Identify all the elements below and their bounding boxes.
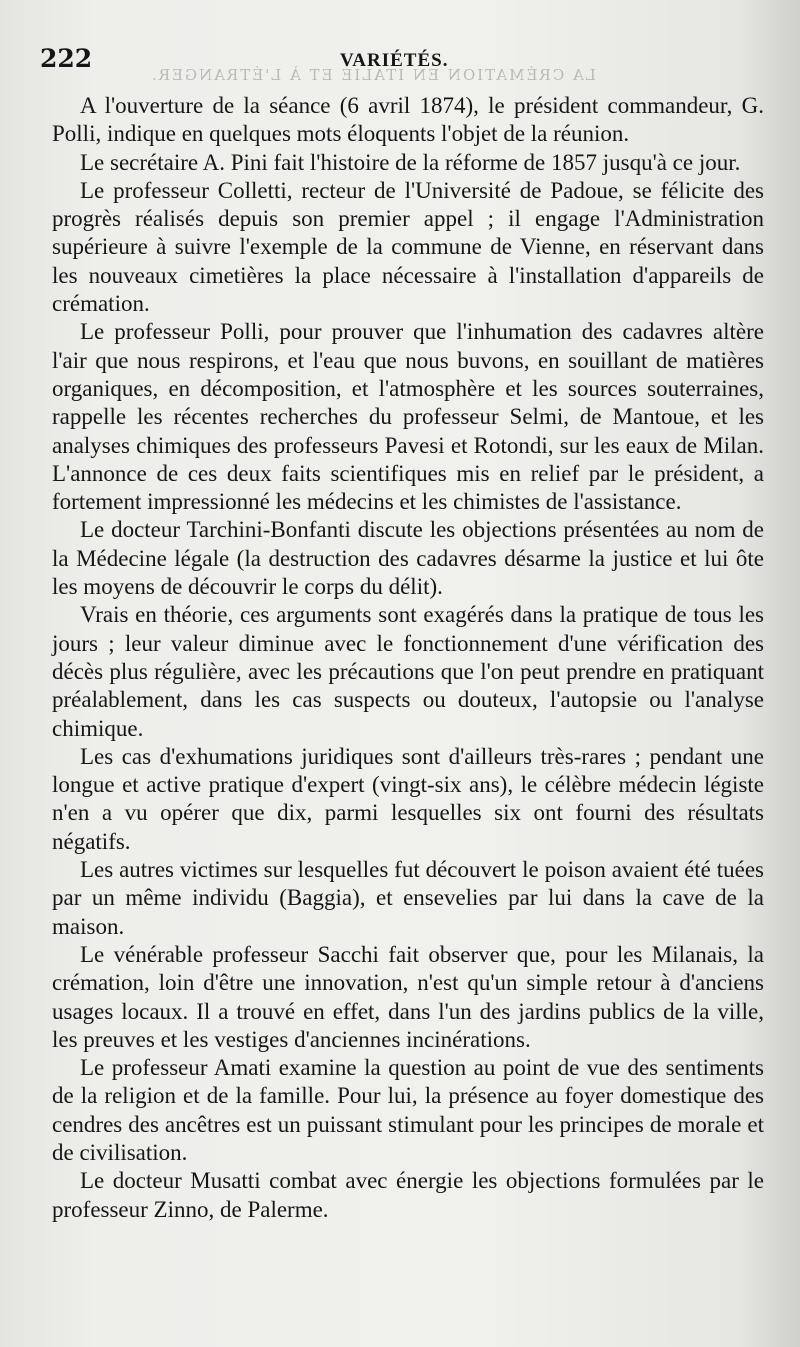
body-text (52, 92, 764, 1224)
paragraph: Le secrétaire A. Pini fait l'histoire de la réforme de 1857 jusqu'à ce jour. (80, 149, 741, 175)
paragraph: A l'ouverture de la séance (6 avril 1874), le président commandeur, G. Polli, indique en quelques mots éloquents l'objet de la réunion. (52, 93, 764, 147)
paragraph: Le professeur Polli, pour prouver que l'inhumation des cadavres altère l'air que nous respirons, et l'eau que nous buvons, en souillant de matières organiques, en décomposition, et l'atmosphère et les sources souterraines, rappelle les récentes recherches du professeur Selmi, de Mantoue, et les analyses chimiques des professeurs Pavesi et Rotondi, sur les eaux de Milan. L'annonce de ces deux faits scientifiques mis en relief par le président, a fortement impressionné les médecins et les chimistes de l'assistance. (52, 319, 764, 515)
paragraph: Le docteur Tarchini-Bonfanti discute les objections présentées au nom de la Médecine légale (la destruction des cadavres désarme la justice et lui ôte les moyens de découvrir le corps du délit). (52, 517, 764, 600)
page-header (40, 44, 760, 78)
paragraph: Le docteur Musatti combat avec énergie les objections formulées par le professeur Zinno, de Palerme. (52, 1168, 764, 1222)
paragraph: Le vénérable professeur Sacchi fait observer que, pour les Milanais, la crémation, loin d'être une innovation, n'est qu'un simple retour à d'anciens usages locaux. Il a trouvé en effet, dans l'un des jardins publics de la ville, les preuves et les vestiges d'anciennes incinérations. (52, 941, 764, 1052)
paragraph: Les cas d'exhumations juridiques sont d'ailleurs très-rares ; pendant une longue et active pratique d'expert (vingt-six ans), le célèbre médecin légiste n'en a vu opérer que dix, parmi lesquelles six ont fourni des résultats négatifs. (52, 743, 764, 854)
paragraph: Vrais en théorie, ces arguments sont exagérés dans la pratique de tous les jours ; leur valeur diminue avec le fonctionnement d'une vérification des décès plus régulière, avec les précautions que l'on peut prendre en pratiquant préalablement, dans les cas suspects ou douteux, l'autopsie ou l'analyse chimique. (52, 602, 764, 741)
paragraph: Le professeur Amati examine la question au point de vue des sentiments de la religion et de la famille. Pour lui, la présence au foyer domestique des cendres des ancêtres est un puissant stimulant pour les principes de morale et de civilisation. (52, 1055, 764, 1165)
page-number: 222 (40, 44, 93, 73)
running-title: VARIÉTÉS. (340, 50, 449, 71)
paragraph: Les autres victimes sur lesquelles fut découvert le poison avaient été tuées par un même individu (Baggia), et ensevelies par lui dans la cave de la maison. (52, 857, 764, 939)
paragraph: Le professeur Colletti, recteur de l'Université de Padoue, se félicite des progrès réalisés depuis son premier appel ; il engage l'Administration supérieure à suivre l'exemple de la commune de Vienne, en réservant dans les nouveaux cimetières la place nécessaire à l'installation d'appareils de crémation. (52, 177, 764, 317)
show-through-text: LA CRÉMATION EN ITALIE ET À L'ÉTRANGER. (150, 66, 596, 84)
